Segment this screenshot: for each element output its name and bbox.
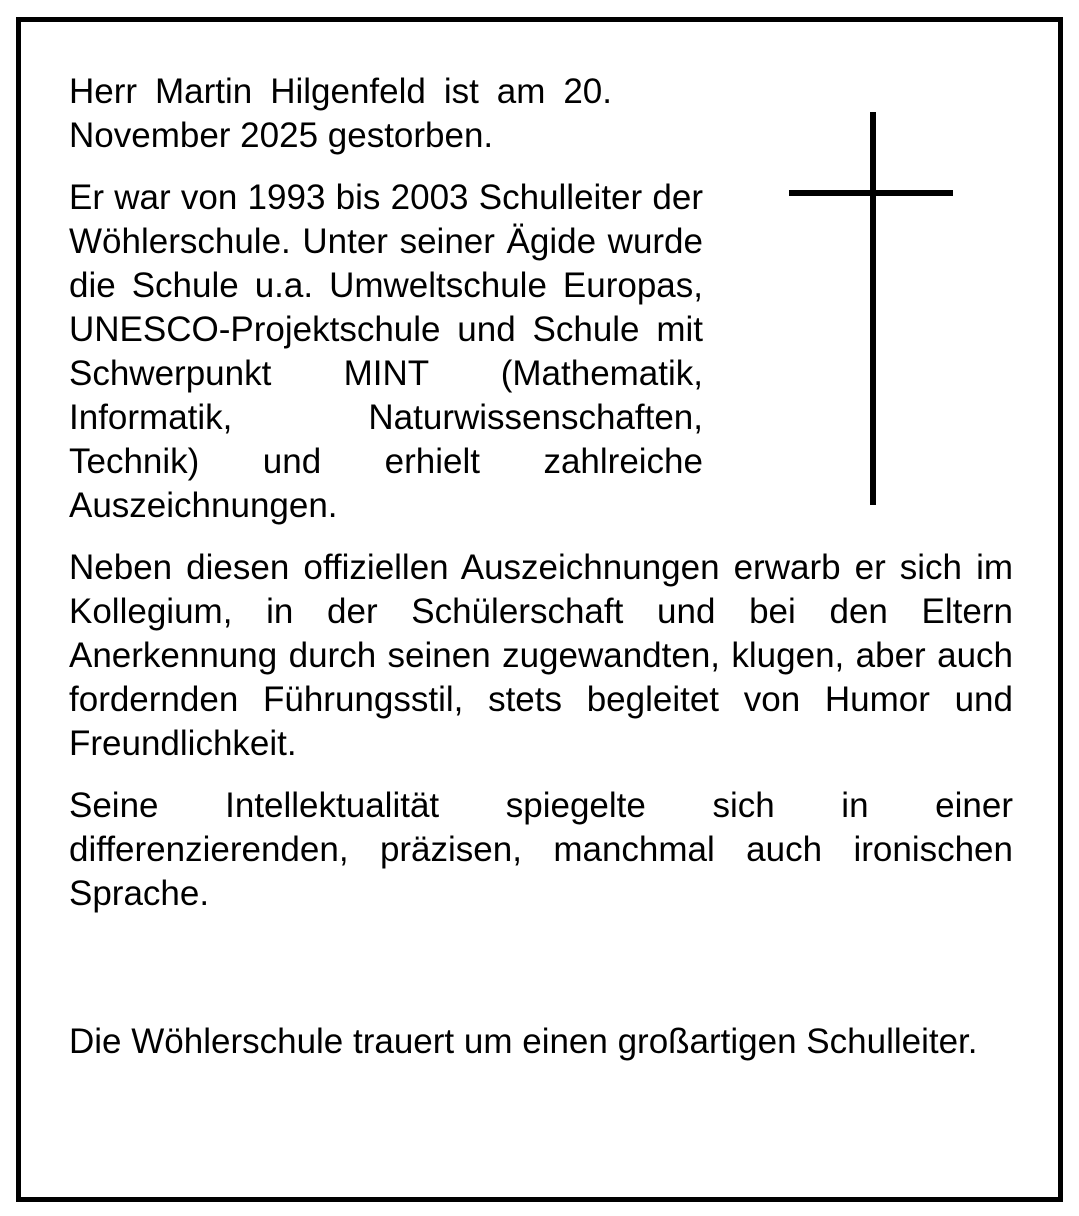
obituary-frame [16, 17, 1063, 1202]
recognition-paragraph: Neben diesen offiziellen Auszeichnungen erwarb er sich im Kollegium, in der Schülerschaft und bei den Eltern Anerkennung durch seinen zugewandten, klugen, aber auch fordernden Führungsstil, stets begleitet von Humor und Freundlichkeit. [69, 548, 1013, 763]
cross-icon [789, 112, 953, 505]
career-paragraph: Er war von 1993 bis 2003 Schulleiter der Wöhlerschule. Unter seiner Ägide wurde die Schule u.a. Umweltschule Europas, UNESCO-Projektschule und Schule mit Schwerpunkt MINT (Mathematik, Informatik, Naturwissenschaften, Technik) und erhielt zahlreiche Auszeichnungen. [69, 178, 703, 525]
intro-paragraph: Herr Martin Hilgenfeld ist am 20. November 2025 gestorben. [69, 72, 612, 155]
intellect-paragraph: Seine Intellektualität spiegelte sich in einer differenzierenden, präzisen, manchmal auch ironischen Sprache. [69, 786, 1013, 913]
cross-vertical-bar [870, 112, 876, 505]
cross-horizontal-bar [789, 190, 953, 196]
closing-paragraph: Die Wöhlerschule trauert um einen großartigen Schulleiter. [69, 1022, 978, 1061]
